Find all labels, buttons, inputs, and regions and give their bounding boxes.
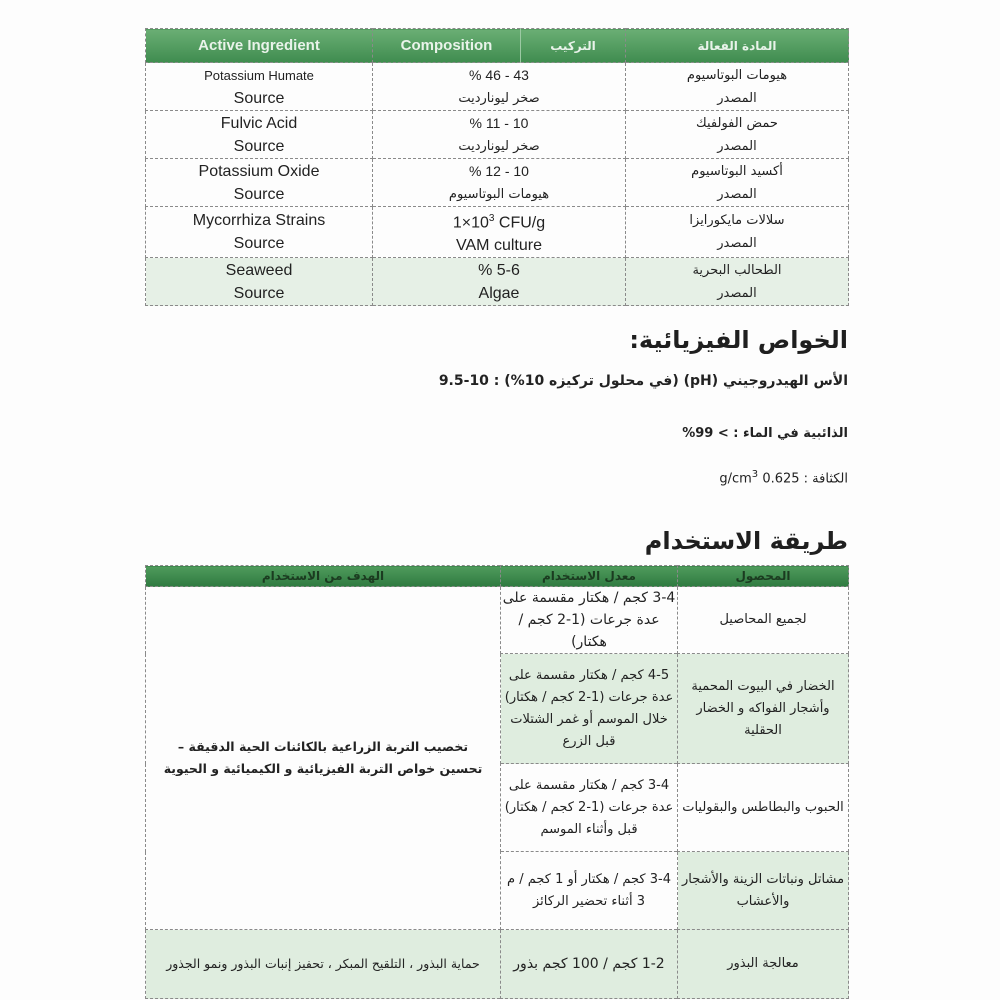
crop-cell: معالجة البذور <box>678 930 849 999</box>
ingredient-name: Potassium Humate <box>204 67 314 83</box>
header-goal: الهدف من الاستخدام <box>146 566 501 587</box>
header-composition: Composition <box>373 29 521 63</box>
table-header <box>146 566 849 587</box>
ph-property: الأس الهيدروجيني (pH) (في محلول تركيزه 10%) : 10-9.5 <box>438 373 848 389</box>
value-base: 1×10 <box>452 214 489 232</box>
ingredient-name: Potassium Oxide <box>198 162 320 180</box>
composition-value: % 12 - 10 <box>469 162 529 179</box>
header-composition-ar: التركيب <box>521 29 626 63</box>
rate-cell: 1-2 كجم / 100 كجم بذور <box>501 930 678 999</box>
source-label-ar: المصدر <box>717 285 757 301</box>
table-row <box>146 63 849 111</box>
composition-value: % 11 - 10 <box>469 114 529 131</box>
ingredient-name-ar: الطحالب البحرية <box>692 262 782 278</box>
ingredient-name: Fulvic Acid <box>220 114 298 132</box>
source-value: صخر ليونارديت <box>458 90 540 106</box>
table-row <box>146 930 849 999</box>
density-property <box>719 469 848 486</box>
table-row <box>146 587 849 654</box>
table-row <box>146 258 849 306</box>
table-row <box>146 111 849 159</box>
table-header <box>146 29 849 63</box>
ingredient-name-ar: حمض الفولفيك <box>696 115 778 131</box>
source-label: Source <box>233 185 285 203</box>
crop-cell: مشاتل ونباتات الزينة والأشجار والأعشاب <box>678 852 849 930</box>
usage-title: طريقة الاستخدام <box>644 527 848 555</box>
crop-cell: الحبوب والبطاطس والبقوليات <box>678 764 849 852</box>
source-value: VAM culture <box>456 237 542 255</box>
source-label: Source <box>233 235 285 253</box>
table-row <box>146 207 849 258</box>
value-unit: CFU/g <box>494 214 546 232</box>
ingredient-name-ar: سلالات مايكورايزا <box>689 213 785 229</box>
rate-cell: 3-4 كجم / هكتار مقسمة على عدة جرعات (1-2 كجم / هكتار) <box>501 587 678 654</box>
source-label-ar: المصدر <box>717 138 757 154</box>
composition-value: % 46 - 43 <box>469 66 529 83</box>
header-crop: المحصول <box>678 566 849 587</box>
crop-cell: الخضار في البيوت المحمية وأشجار الفواكه و الخضار الحقلية <box>678 654 849 764</box>
header-active-ingredient: Active Ingredient <box>146 29 373 63</box>
crop-cell: لجميع المحاصيل <box>678 587 849 654</box>
composition-table <box>145 28 849 306</box>
value-exponent: 3 <box>488 213 495 224</box>
physical-properties-title: الخواص الفيزيائية: <box>629 326 848 354</box>
ingredient-name: Mycorrhiza Strains <box>192 212 326 230</box>
header-active-ingredient-ar: المادة الفعالة <box>626 29 849 63</box>
goal-cell: تخصيب التربة الزراعية بالكائنات الحية الدقيقة – تحسين خواص التربة الفيزيائية و الكيميائية و الحيوية <box>146 587 501 930</box>
source-label-ar: المصدر <box>717 186 757 202</box>
usage-table <box>145 565 849 999</box>
composition-value: % 5-6 <box>478 261 520 279</box>
rate-cell: 4-5 كجم / هكتار مقسمة على عدة جرعات (1-2 كجم / هكتار) خلال الموسم أو غمر الشتلات قبل الزرع <box>501 654 678 764</box>
header-rate: معدل الاستخدام <box>501 566 678 587</box>
table-row <box>146 159 849 207</box>
source-value: صخر ليونارديت <box>458 138 540 154</box>
solubility-property: الذائبية في الماء : > 99% <box>682 426 848 441</box>
source-label: Source <box>233 89 285 107</box>
source-label: Source <box>233 137 285 155</box>
rate-cell: 3-4 كجم / هكتار مقسمة على عدة جرعات (1-2 كجم / هكتار) قبل وأثناء الموسم <box>501 764 678 852</box>
ingredient-name-ar: أكسيد البوتاسيوم <box>691 163 783 179</box>
ingredient-name: Seaweed <box>225 261 293 279</box>
rate-cell: 3-4 كجم / هكتار أو 1 كجم / م 3 أثناء تحضير الركائز <box>501 852 678 930</box>
goal-cell: حماية البذور ، التلقيح المبكر ، تحفيز إنبات البذور ونمو الجذور <box>146 930 501 999</box>
source-value: هيومات البوتاسيوم <box>448 186 550 202</box>
source-value: Algae <box>478 284 520 302</box>
source-label-ar: المصدر <box>717 90 757 106</box>
density-value: الكثافة : 0.625 g/cm <box>719 471 848 487</box>
source-label-ar: المصدر <box>717 236 757 252</box>
ingredient-name-ar: هيومات البوتاسيوم <box>686 67 788 83</box>
composition-value <box>373 207 625 234</box>
source-label: Source <box>233 284 285 302</box>
density-exponent: 3 <box>751 469 759 480</box>
